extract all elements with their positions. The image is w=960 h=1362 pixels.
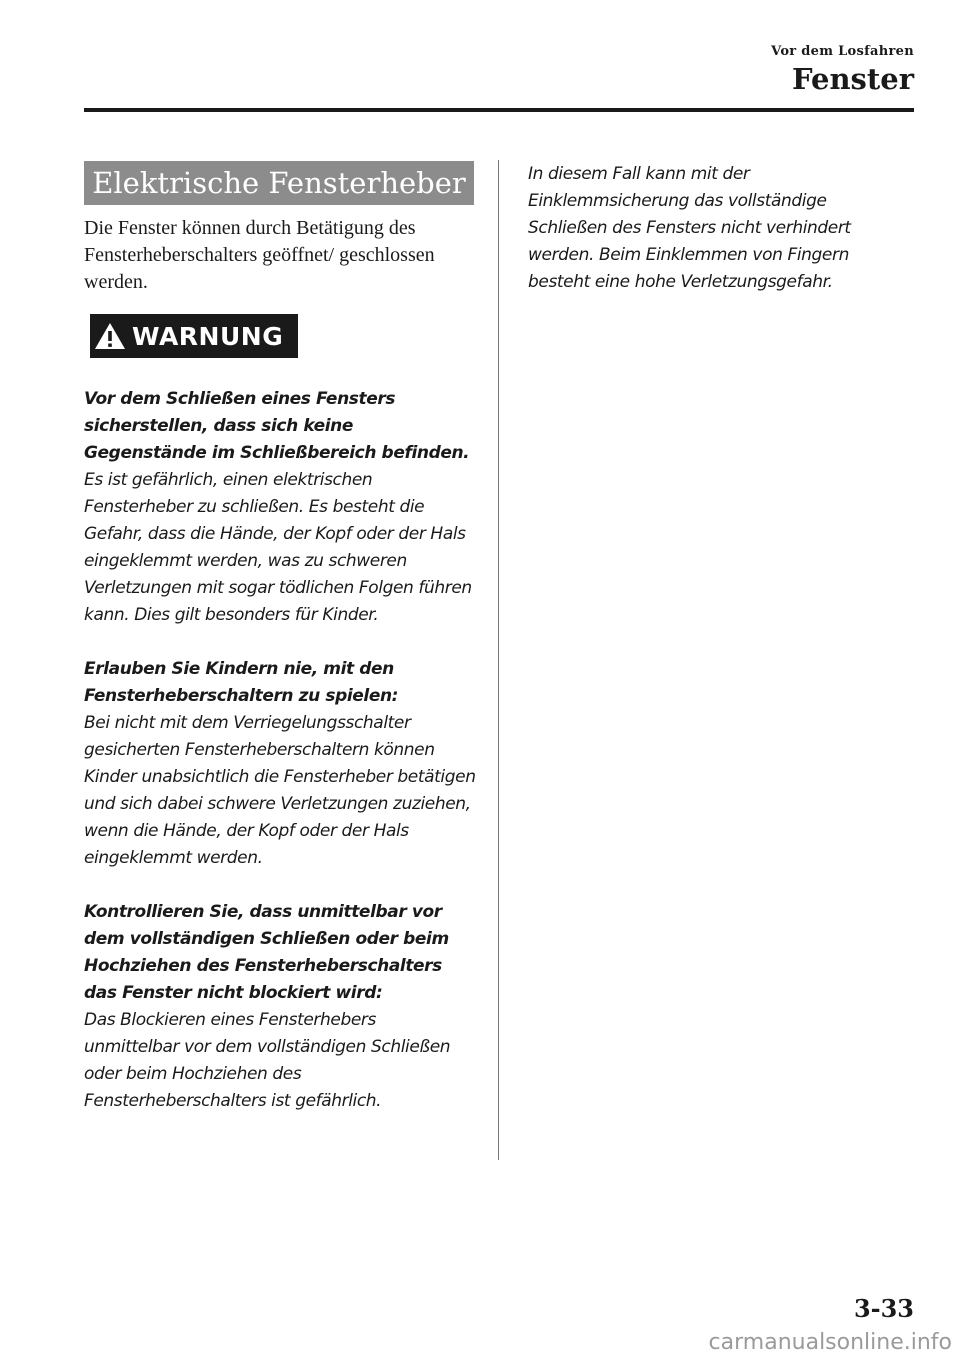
warning-header	[90, 314, 298, 358]
header-divider	[84, 108, 914, 112]
warning-item	[84, 656, 476, 872]
watermark-text: carmanualsonline.info	[708, 1330, 952, 1355]
warning-list	[84, 386, 476, 1115]
warning-heading: Kontrollieren Sie, dass unmittelbar vor dem vollständigen Schließen oder beim Hochziehen des Fensterheberschalters das Fenster nicht blockiert wird:	[84, 902, 449, 1003]
warning-heading: Vor dem Schließen eines Fensters sicherstellen, dass sich keine Gegenstände im Schließbereich befinden.	[84, 389, 470, 463]
warning-continuation: In diesem Fall kann mit der Einklemmsicherung das vollständige Schließen des Fensters nicht verhindert werden. Beim Einklemmen von Fingern besteht eine hohe Verletzungsgefahr.	[528, 164, 851, 292]
column-divider	[498, 160, 499, 1160]
left-column	[84, 161, 474, 1142]
page-number: 3-33	[853, 1294, 914, 1323]
warning-item	[84, 899, 476, 1115]
warning-body: Das Blockieren eines Fensterhebers unmittelbar vor dem vollständigen Schließen oder beim Hochziehen des Fensterheberschalters ist gefährlich.	[84, 1010, 451, 1111]
warning-triangle-icon	[90, 314, 130, 358]
header-section-label: Vor dem Losfahren	[771, 44, 914, 59]
intro-paragraph: Die Fenster können durch Betätigung des Fensterheberschalters geöffnet/ geschlossen werden.	[84, 217, 435, 293]
section-banner: Elektrische Fensterheber	[84, 161, 474, 205]
warning-body: Es ist gefährlich, einen elektrischen Fensterheber zu schließen. Es besteht die Gefahr, dass die Hände, der Kopf oder der Hals eingeklemmt werden, was zu schweren Verletzungen mit sogar tödlichen Folgen führen kann. Dies gilt besonders für Kinder.	[84, 470, 472, 625]
warning-body: Bei nicht mit dem Verriegelungsschalter gesicherten Fensterheberschaltern können Kinder unabsichtlich die Fensterheber betätigen und sich dabei schwere Verletzungen zuziehen, wenn die Hände, der Kopf oder der Hals eingeklemmt werden.	[84, 713, 476, 868]
warning-item	[84, 386, 476, 629]
warning-heading: Erlauben Sie Kindern nie, mit den Fensterheberschaltern zu spielen:	[84, 659, 399, 706]
page-title: Fenster	[792, 62, 914, 96]
warning-label: WARNUNG	[132, 321, 284, 351]
right-column	[528, 161, 888, 296]
